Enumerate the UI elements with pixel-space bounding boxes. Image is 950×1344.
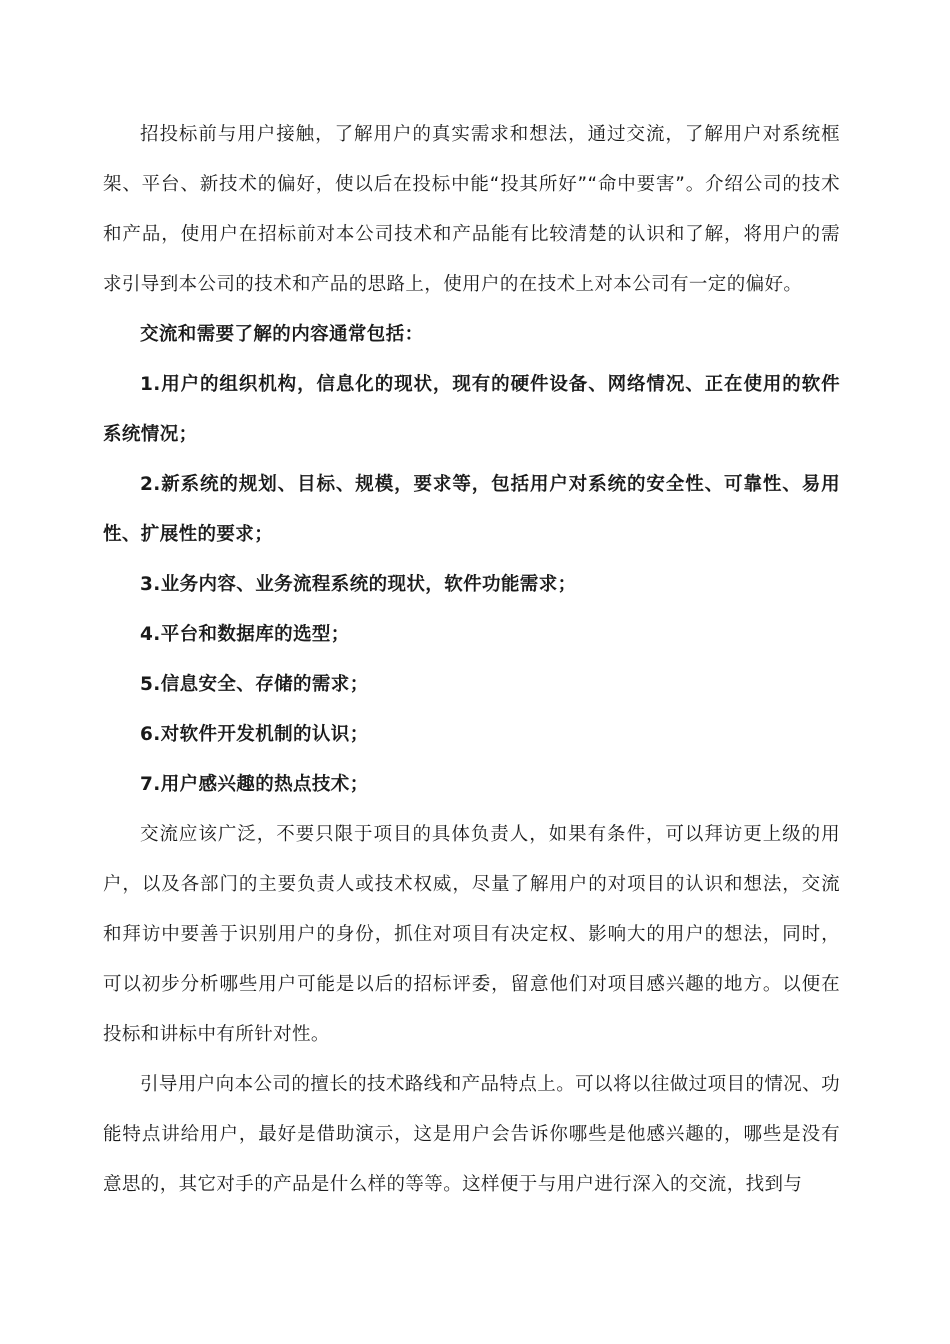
guidance-paragraph: 引导用户向本公司的擅长的技术路线和产品特点上。可以将以往做过项目的情况、功能特点讲给用户，最好是借助演示，这是用户会告诉你哪些是他感兴趣的，哪些是没有意思的，其它对手的产品是什么样的等等。这样便于与用户进行深入的交流，找到与 bbox=[103, 1074, 840, 1195]
document-page bbox=[103, 110, 840, 1210]
list-item-2: 2.新系统的规划、目标、规模，要求等，包括用户对系统的安全性、可靠性、易用性、扩展性的要求； bbox=[103, 474, 840, 545]
communication-paragraph: 交流应该广泛，不要只限于项目的具体负责人，如果有条件，可以拜访更上级的用户，以及各部门的主要负责人或技术权威，尽量了解用户的对项目的认识和想法，交流和拜访中要善于识别用户的身份，抓住对项目有决定权、影响大的用户的想法，同时，可以初步分析哪些用户可能是以后的招标评委，留意他们对项目感兴趣的地方。以便在投标和讲标中有所针对性。 bbox=[103, 824, 840, 1045]
list-heading: 交流和需要了解的内容通常包括： bbox=[140, 324, 424, 345]
list-item-6: 6.对软件开发机制的认识； bbox=[140, 724, 369, 745]
intro-paragraph: 招投标前与用户接触，了解用户的真实需求和想法，通过交流，了解用户对系统框架、平台、新技术的偏好，使以后在投标中能“投其所好”“命中要害”。介绍公司的技术和产品，使用户在招标前对本公司技术和产品能有比较清楚的认识和了解，将用户的需求引导到本公司的技术和产品的思路上，使用户的在技术上对本公司有一定的偏好。 bbox=[103, 124, 840, 295]
list-item-5: 5.信息安全、存储的需求； bbox=[140, 674, 369, 695]
list-item-7: 7.用户感兴趣的热点技术； bbox=[140, 774, 369, 795]
list-item-1: 1.用户的组织机构，信息化的现状，现有的硬件设备、网络情况、正在使用的软件系统情况； bbox=[103, 374, 840, 445]
list-item-4: 4.平台和数据库的选型； bbox=[140, 624, 350, 645]
list-item-3: 3.业务内容、业务流程系统的现状，软件功能需求； bbox=[140, 574, 577, 595]
